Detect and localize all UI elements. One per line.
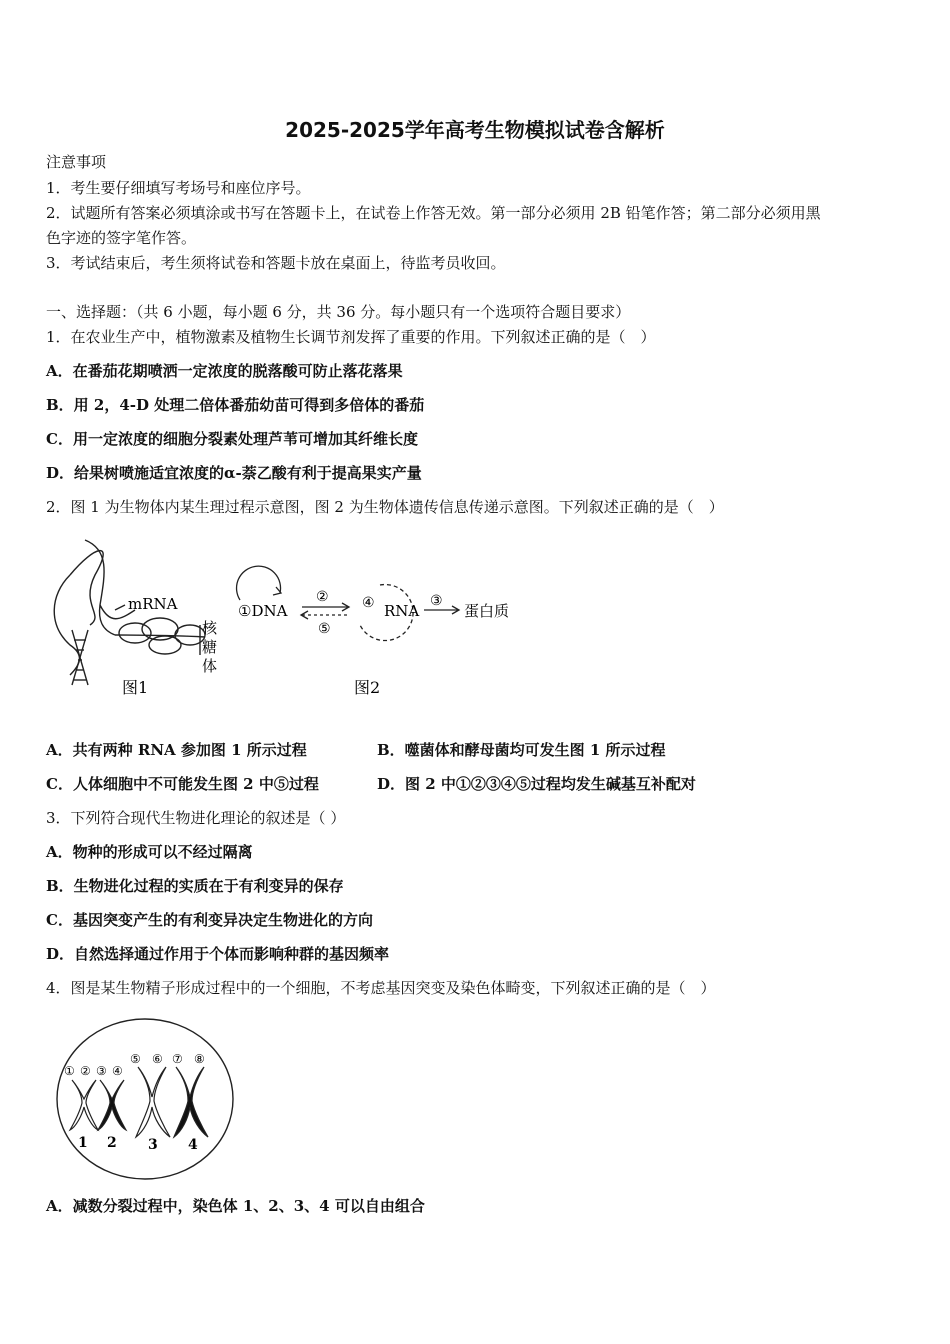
chromatid-label: ② xyxy=(80,1064,91,1078)
chromosome-3 xyxy=(136,1067,170,1137)
question-3-stem: 3．下列符合现代生物进化理论的叙述是（ ） xyxy=(46,809,346,827)
fig1-mrna-label: mRNA xyxy=(128,595,178,613)
fig2-dna-label: ①DNA xyxy=(238,602,288,620)
question-2-figure xyxy=(40,535,560,705)
fig2-step-2: ② xyxy=(316,589,329,605)
chromatid-label: ⑥ xyxy=(152,1052,163,1066)
section-heading: 一、选择题：（共 6 小题，每小题 6 分，共 36 分。每小题只有一个选项符合题目要求） xyxy=(46,303,631,321)
chromosome-number: 2 xyxy=(107,1135,117,1151)
q3-option-a[interactable]: A．物种的形成可以不经过隔离 xyxy=(46,843,253,861)
fig2-step-3: ③ xyxy=(430,593,443,609)
q1-option-d[interactable]: D．给果树喷施适宜浓度的α-萘乙酸有利于提高果实产量 xyxy=(46,464,422,482)
fig1-ribosome-label: 核 xyxy=(202,619,218,637)
page-title: 2025-2025学年高考生物模拟试卷含解析 xyxy=(285,118,665,142)
q2-option-b[interactable]: B．噬菌体和酵母菌均可发生图 1 所示过程 xyxy=(377,741,666,759)
q2-option-a[interactable]: A．共有两种 RNA 参加图 1 所示过程 xyxy=(46,741,307,759)
chromosome-2 xyxy=(98,1080,126,1130)
question-2-stem: 2．图 1 为生物体内某生理过程示意图，图 2 为生物体遗传信息传递示意图。下列叙述正确的是（ ） xyxy=(46,498,724,516)
chromatid-label: ④ xyxy=(112,1064,123,1078)
fig1-caption: 图1 xyxy=(122,678,149,697)
chromosome-number: 3 xyxy=(148,1137,158,1153)
fig2-step-5: ⑤ xyxy=(318,621,331,637)
fig2-step-4: ④ xyxy=(362,595,375,611)
q1-option-c[interactable]: C．用一定浓度的细胞分裂素处理芦苇可增加其纤维长度 xyxy=(46,430,418,448)
notice-item: 2．试题所有答案必须填涂或书写在答题卡上，在试卷上作答无效。第一部分必须用 2B 铅笔作答；第二部分必须用黑 xyxy=(46,204,821,222)
q3-option-d[interactable]: D．自然选择通过作用于个体而影响种群的基因频率 xyxy=(46,945,390,963)
q1-option-b[interactable]: B．用 2，4-D 处理二倍体番茄幼苗可得到多倍体的番茄 xyxy=(46,396,425,414)
question-4-cell-figure xyxy=(52,1015,238,1185)
chromosome-number: 4 xyxy=(188,1137,198,1153)
chromosome-4 xyxy=(174,1067,208,1137)
question-4-stem: 4．图是某生物精子形成过程中的一个细胞，不考虑基因突变及染色体畸变，下列叙述正确的是（ ） xyxy=(46,979,716,997)
chromatid-label: ⑤ xyxy=(130,1052,141,1066)
fig2-protein-label: 蛋白质 xyxy=(464,602,510,620)
chromatid-label: ⑧ xyxy=(194,1052,205,1066)
chromosome-1 xyxy=(70,1080,98,1130)
notice-item: 3．考试结束后，考生须将试卷和答题卡放在桌面上，待监考员收回。 xyxy=(46,254,506,272)
notice-heading: 注意事项 xyxy=(46,153,107,171)
notice-item: 色字迹的签字笔作答。 xyxy=(46,229,197,247)
q2-option-d[interactable]: D．图 2 中①②③④⑤过程均发生碱基互补配对 xyxy=(377,775,696,793)
question-1-stem: 1．在农业生产中，植物激素及植物生长调节剂发挥了重要的作用。下列叙述正确的是（ ） xyxy=(46,328,656,346)
fig2-caption: 图2 xyxy=(354,678,381,697)
q3-option-b[interactable]: B．生物进化过程的实质在于有利变异的保存 xyxy=(46,877,344,895)
q4-option-a[interactable]: A．减数分裂过程中，染色体 1、2、3、4 可以自由组合 xyxy=(46,1197,425,1215)
notice-item: 1．考生要仔细填写考场号和座位序号。 xyxy=(46,179,311,197)
chromatid-label: ⑦ xyxy=(172,1052,183,1066)
chromosome-number: 1 xyxy=(78,1135,88,1151)
fig1-ribosome-label: 糖 xyxy=(202,638,218,656)
q2-option-c[interactable]: C．人体细胞中不可能发生图 2 中⑤过程 xyxy=(46,775,319,793)
q3-option-c[interactable]: C．基因突变产生的有利变异决定生物进化的方向 xyxy=(46,911,373,929)
fig2-rna-label: RNA xyxy=(384,602,420,620)
chromatid-label: ③ xyxy=(96,1064,107,1078)
chromatid-label: ① xyxy=(64,1064,75,1078)
fig1-ribosome-label: 体 xyxy=(202,657,218,675)
q1-option-a[interactable]: A．在番茄花期喷洒一定浓度的脱落酸可防止落花落果 xyxy=(46,362,403,380)
